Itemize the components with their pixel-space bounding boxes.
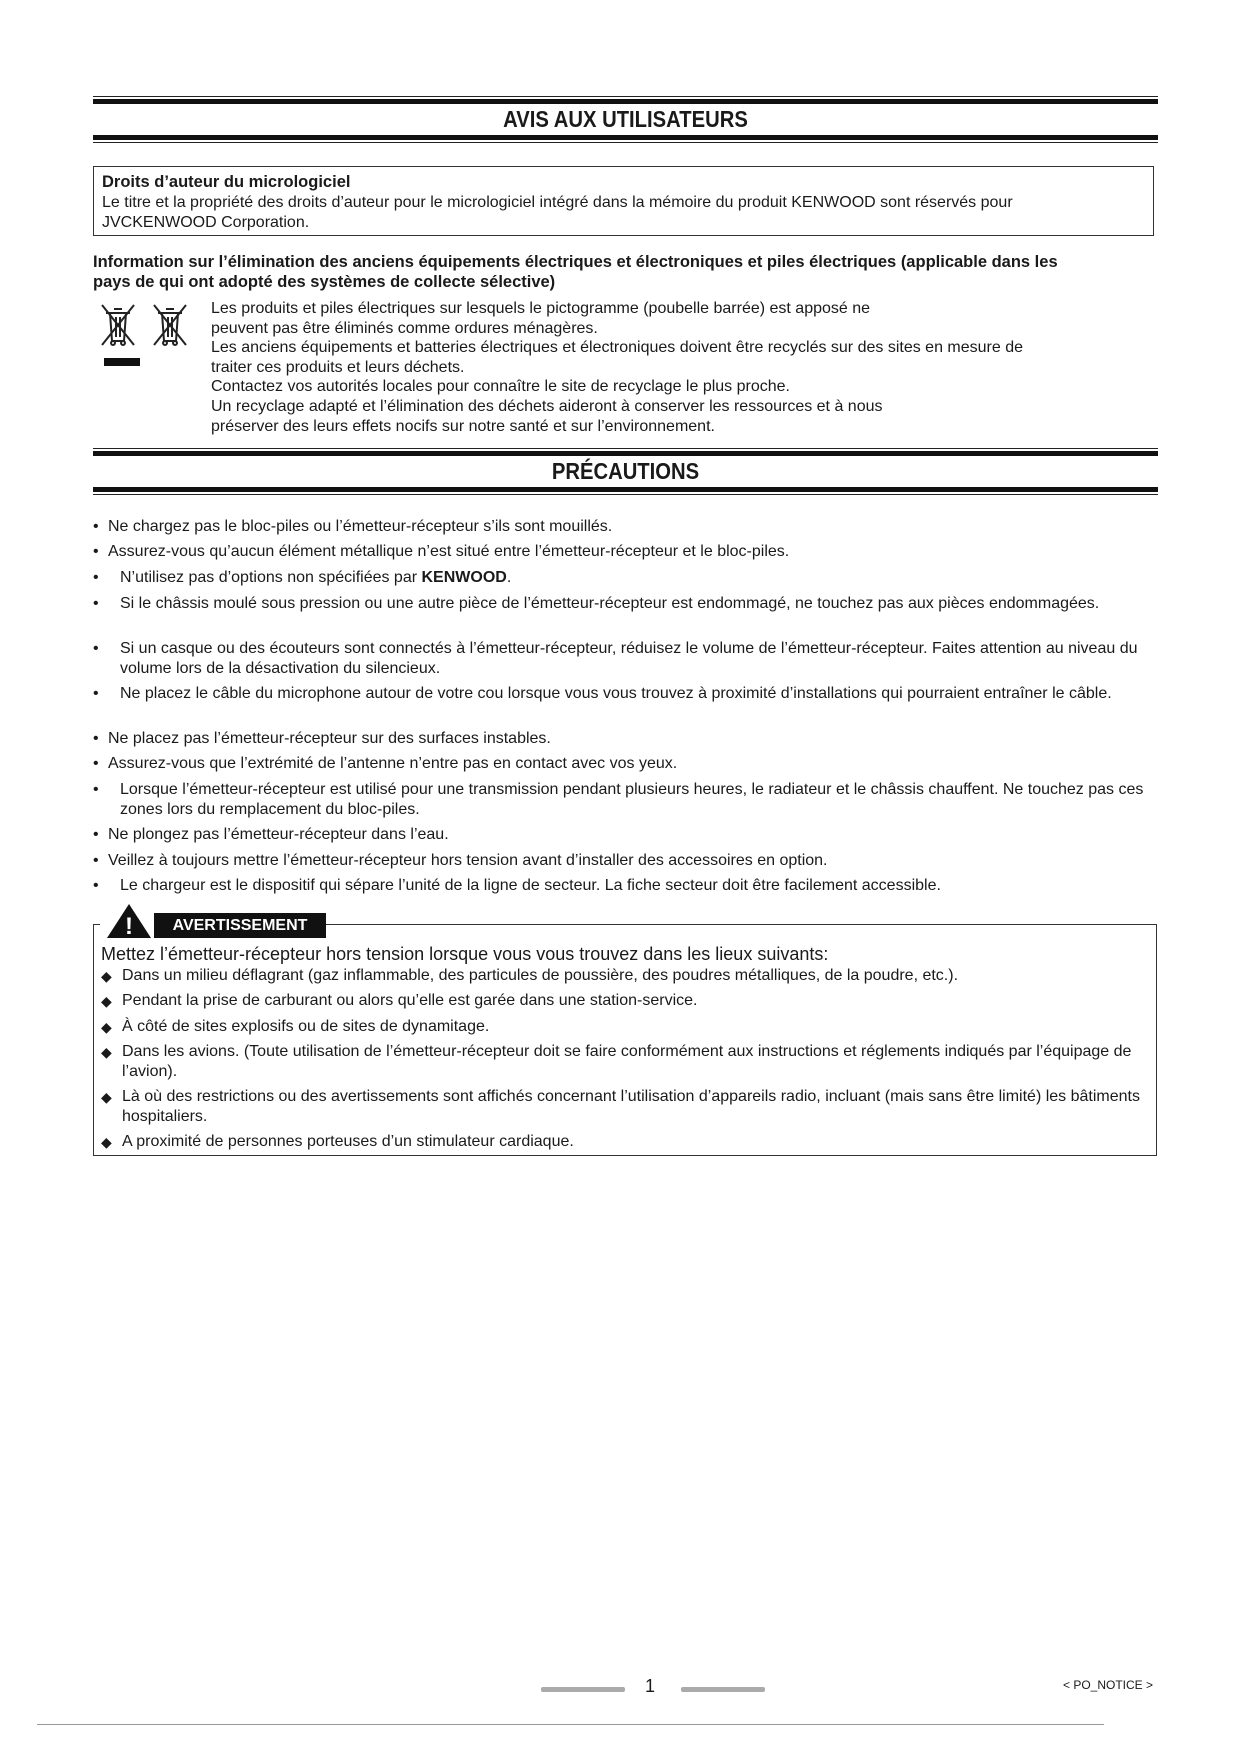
diamond-bullet-icon: ◆ (101, 1044, 112, 1060)
list-item-text: Ne plongez pas l’émetteur-récepteur dans l’eau. (108, 826, 449, 843)
weee-line: Les anciens équipements et batteries électriques et électroniques doivent être recyclés sur des sites en mesure de (211, 339, 1023, 357)
list-item-text: Assurez-vous que l’extrémité de l’antenne n’entre pas en contact avec vos yeux. (108, 755, 678, 772)
crossed-bin-icon (102, 305, 134, 345)
list-item (93, 594, 1158, 614)
warning-intro: Mettez l’émetteur-récepteur hors tension lorsque vous vous trouvez dans les lieux suivants: (101, 944, 829, 964)
bullet: • (93, 877, 99, 894)
weee-heading (93, 252, 1158, 292)
weee-line: peuvent pas être éliminés comme ordures ménagères. (211, 319, 598, 337)
list-item-text: Dans un milieu déflagrant (gaz inflammable, des particules de poussière, des poudres métalliques, de la poudre, etc.). (122, 967, 959, 984)
document-code: < PO_NOTICE > (1063, 1678, 1154, 1692)
bullet: • (93, 755, 99, 772)
diamond-bullet-icon: ◆ (101, 1134, 112, 1150)
section-header-precautions (93, 448, 1158, 495)
copyright-notice-box (93, 166, 1154, 236)
text-run: . (506, 569, 512, 586)
warning-label: AVERTISSEMENT (154, 913, 326, 938)
list-item-text: Là où des restrictions ou des avertissements sont affichés concernant l’utilisation d’appareils radio, incluant (mais sans être limité) les bâtiments hospitaliers. (122, 1088, 1140, 1125)
copyright-line: Le titre et la propriété des droits d’auteur pour le micrologiciel intégré dans la mémoire du produit KENWOOD sont réservés pour (102, 194, 1013, 211)
list-item (93, 825, 1158, 845)
list-item (93, 780, 1158, 820)
footer-dash (541, 1687, 625, 1692)
diamond-bullet-icon: ◆ (101, 1089, 112, 1105)
list-item-text: Veillez à toujours mettre l’émetteur-récepteur hors tension avant d’installer des accessoires en option. (108, 852, 828, 869)
weee-heading-line: Information sur l’élimination des anciens équipements électriques et électroniques et piles électriques (applicable dans les (93, 253, 1058, 271)
diamond-bullet-icon: ◆ (101, 1019, 112, 1035)
list-item (93, 754, 1158, 774)
weee-line: préserver des leurs effets nocifs sur notre santé et sur l’environnement. (211, 417, 715, 435)
section-title: AVIS AUX UTILISATEURS (503, 106, 748, 132)
section-header-avis (93, 96, 1158, 143)
footer-rule (37, 1724, 1104, 1725)
black-bar-icon (104, 358, 140, 366)
list-item (93, 729, 1158, 749)
bullet: • (93, 852, 99, 869)
list-item-text (93, 568, 1158, 588)
copyright-line: JVCKENWOOD Corporation. (102, 214, 310, 231)
list-item-text: Ne chargez pas le bloc-piles ou l’émetteur-récepteur s’ils sont mouillés. (108, 518, 613, 535)
weee-line: traiter ces produits et leurs déchets. (211, 358, 465, 376)
bullet: • (93, 640, 99, 657)
list-item (93, 568, 1158, 588)
list-item (101, 1087, 1141, 1127)
crossed-bin-icon (154, 305, 186, 345)
list-item-text: Lorsque l’émetteur-récepteur est utilisé pour une transmission pendant plusieurs heures, le radiateur et le châssis chauffent. Ne touchez pas ces zones lors du remplacement du bloc-piles. (120, 781, 1144, 818)
bullet: • (93, 730, 99, 747)
list-item-text: Le chargeur est le dispositif qui sépare l’unité de la ligne de secteur. La fiche secteur doit être facilement accessible. (120, 877, 941, 894)
list-item (93, 684, 1158, 704)
list-item-text: Ne placez le câble du microphone autour de votre cou lorsque vous vous trouvez à proximité d’installations qui pourraient entraîner le câble. (120, 685, 1112, 702)
list-item (101, 1017, 1141, 1037)
weee-line: Un recyclage adapté et l’élimination des déchets aideront à conserver les ressources et à nous (211, 397, 883, 415)
bullet: • (93, 781, 99, 798)
list-item-text: À côté de sites explosifs ou de sites de dynamitage. (122, 1018, 490, 1035)
bullet: • (93, 543, 99, 560)
list-item (93, 639, 1158, 679)
brand-name: KENWOOD (421, 569, 507, 586)
list-item-text: A proximité de personnes porteuses d’un stimulateur cardiaque. (122, 1133, 574, 1150)
weee-line: Contactez vos autorités locales pour connaître le site de recyclage le plus proche. (211, 378, 790, 396)
list-item-text: Si le châssis moulé sous pression ou une autre pièce de l’émetteur-récepteur est endommagé, ne touchez pas aux pièces endommagées. (120, 595, 1100, 612)
list-item (93, 876, 1158, 896)
weee-icons (98, 303, 198, 373)
rule (93, 142, 1158, 143)
weee-line: Les produits et piles électriques sur lesquels le pictogramme (poubelle barrée) est apposé ne (211, 300, 871, 317)
list-item-text: Si un casque ou des écouteurs sont connectés à l’émetteur-récepteur, réduisez le volume de l’émetteur-récepteur. Faites attention au niveau du volume lors de la désactivation du silencieux. (120, 640, 1138, 677)
list-item (101, 1132, 1141, 1152)
bullet: • (93, 518, 99, 535)
weee-text (211, 299, 1131, 436)
page-number: 1 (645, 1676, 656, 1696)
list-item-text: Assurez-vous qu’aucun élément métallique n’est situé entre l’émetteur-récepteur et le bloc-piles. (108, 543, 790, 560)
list-item (101, 991, 1141, 1011)
bullet: • (93, 569, 99, 586)
list-item (93, 542, 1158, 562)
copyright-heading: Droits d’auteur du micrologiciel (102, 173, 351, 191)
rule (93, 494, 1158, 495)
footer-dash (681, 1687, 765, 1692)
warning-triangle-icon (106, 903, 152, 939)
diamond-bullet-icon: ◆ (101, 968, 112, 984)
list-item-text: Ne placez pas l’émetteur-récepteur sur des surfaces instables. (108, 730, 551, 747)
section-title: PRÉCAUTIONS (551, 458, 700, 484)
list-item (101, 1042, 1141, 1082)
bullet: • (93, 826, 99, 843)
text-run: N’utilisez pas d’options non spécifiées par (120, 569, 422, 586)
bullet: • (93, 685, 99, 702)
weee-heading-line: pays de qui ont adopté des systèmes de collecte sélective) (93, 273, 556, 291)
list-item (93, 517, 1158, 537)
diamond-bullet-icon: ◆ (101, 993, 112, 1009)
list-item-text: Dans les avions. (Toute utilisation de l’émetteur-récepteur doit se faire conformément aux instructions et réglements indiqués par l’équipage de l’avion). (122, 1043, 1132, 1080)
list-item (93, 851, 1158, 871)
list-item-text: Pendant la prise de carburant ou alors qu’elle est garée dans une station-service. (122, 992, 698, 1009)
list-item (101, 966, 1141, 986)
bullet: • (93, 595, 99, 612)
warning-header (100, 903, 326, 939)
warning-glyph: ! (125, 913, 133, 939)
